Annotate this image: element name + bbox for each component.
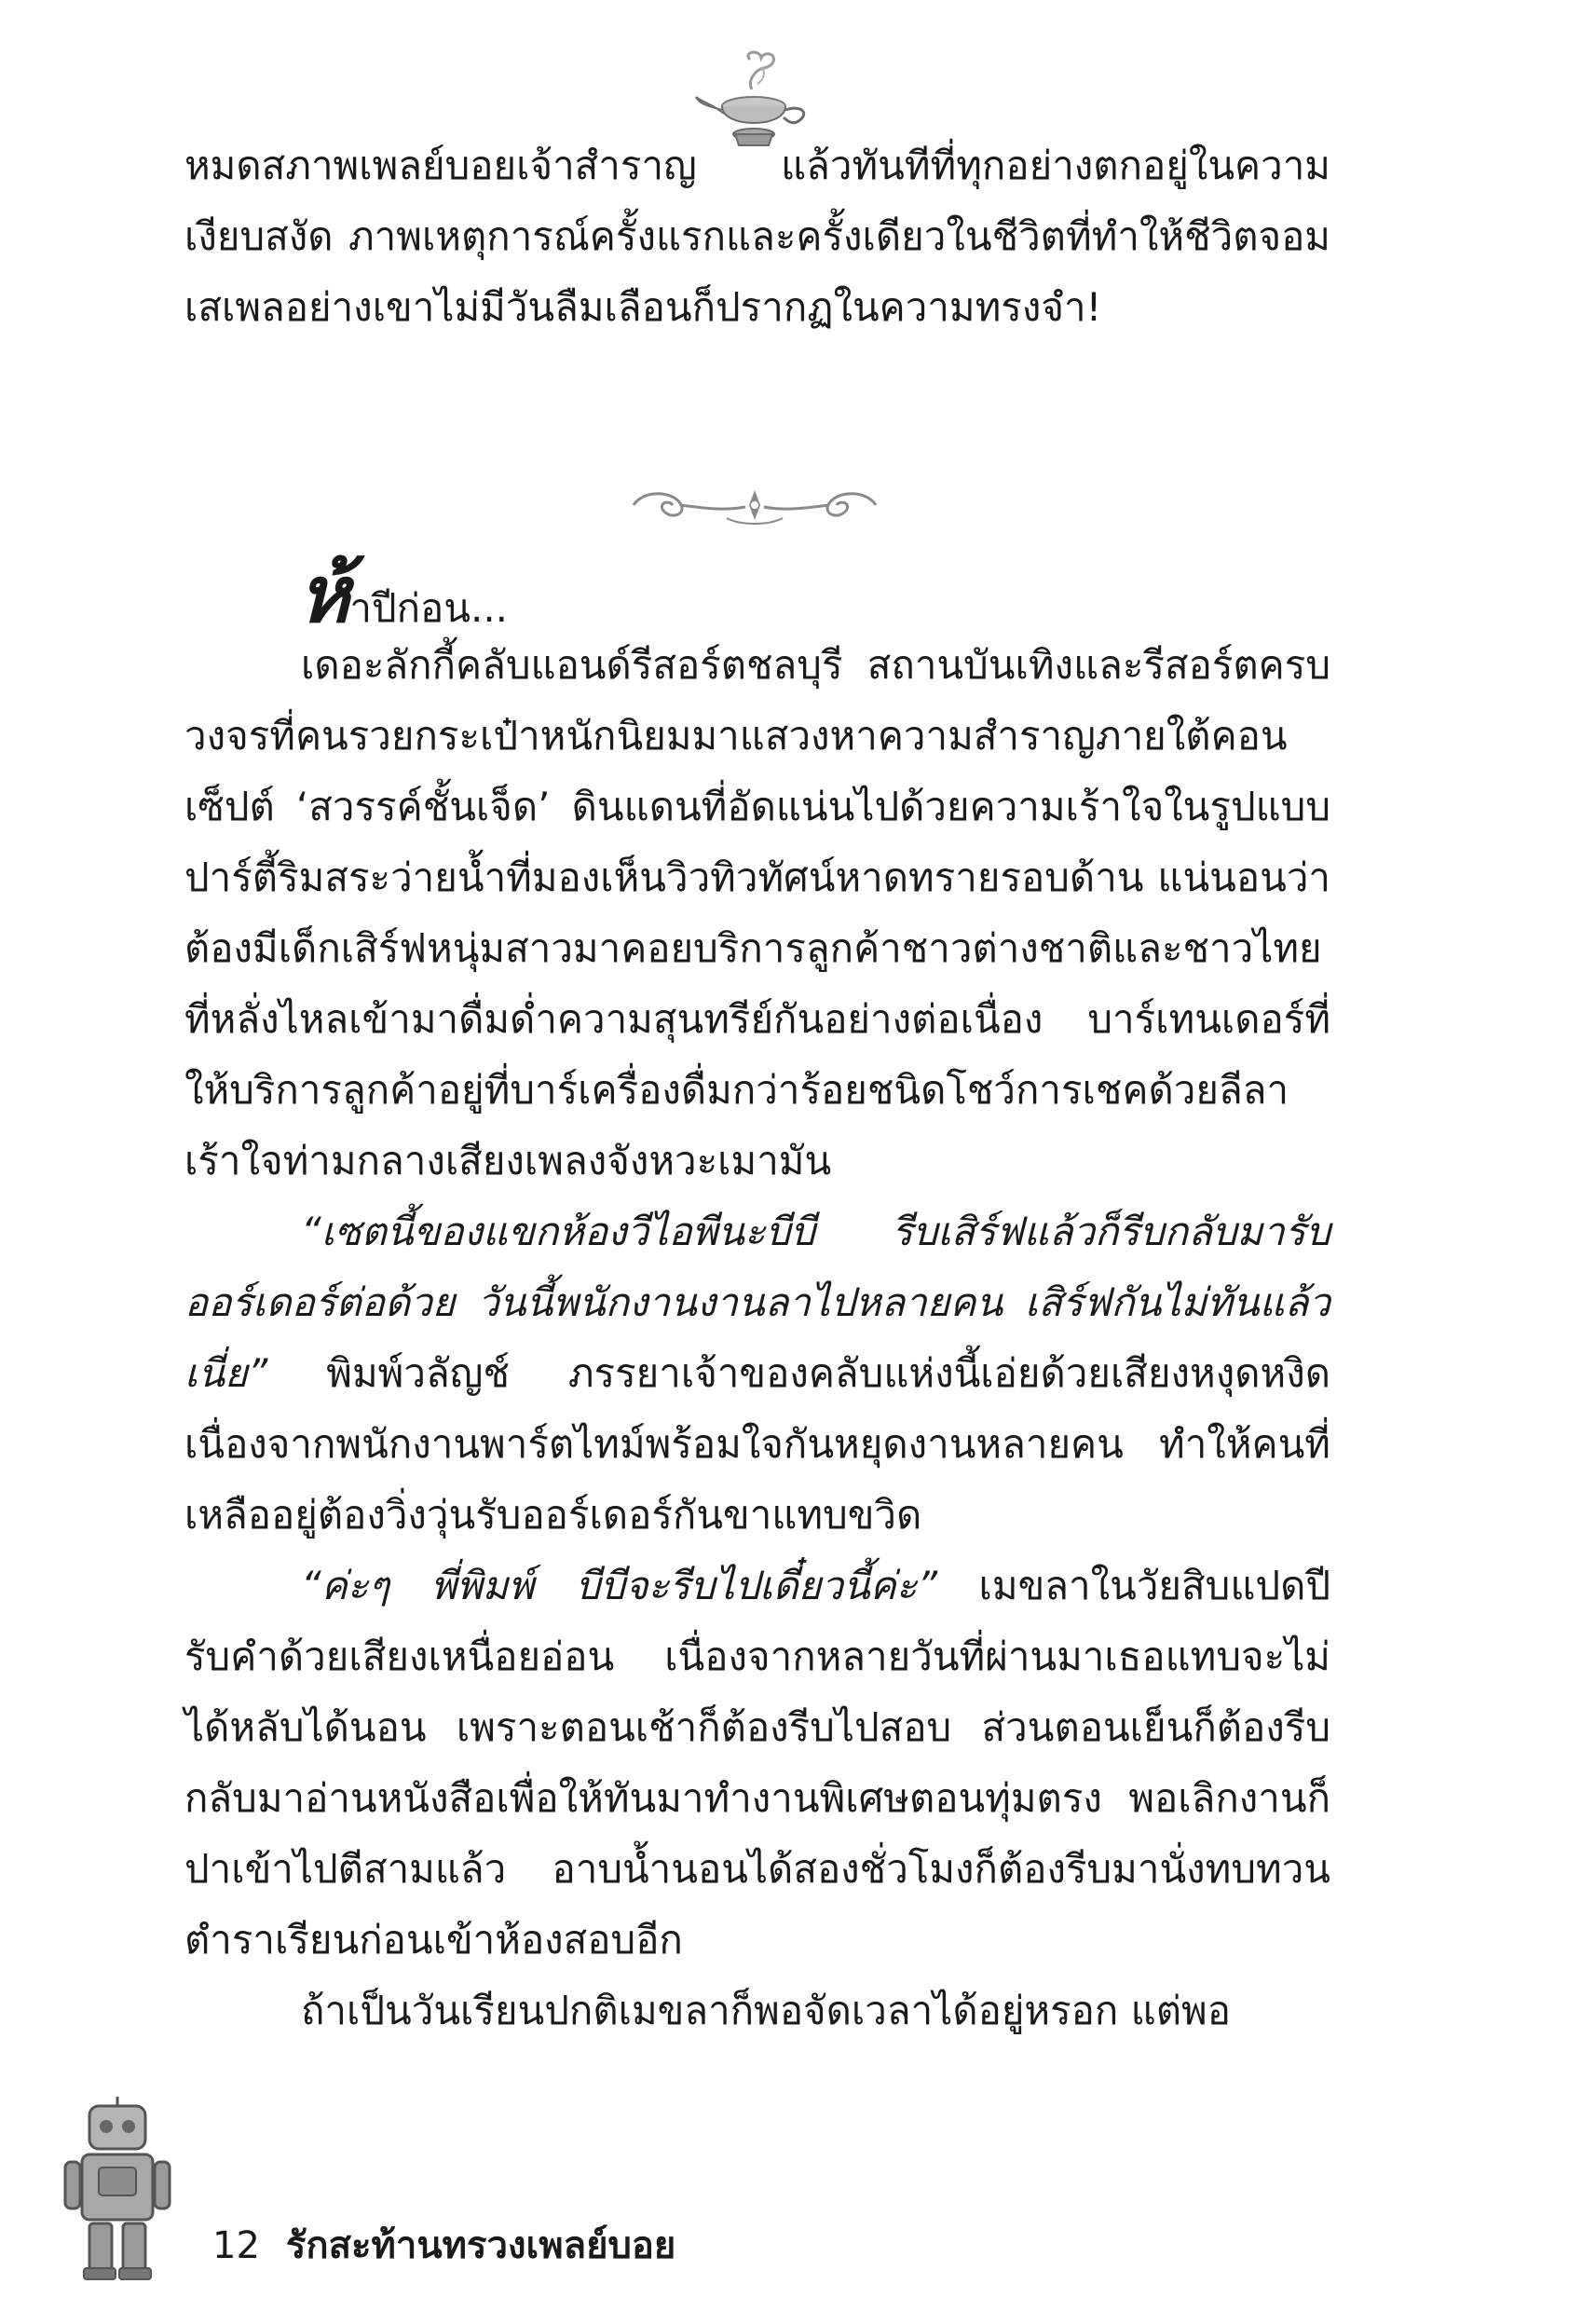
- paragraph-text: เมขลาในวัยสิบแปดปีรับคำด้วยเสียงเหนื่อยอ่อน เนื่องจากหลายวันที่ผ่านมาเธอแทบจะไม่ได้หลับได้นอน เพราะตอนเช้าก็ต้องรีบไปสอบ ส่วนตอนเย็นก็ต้องรีบกลับมาอ่านหนังสือเพื่อให้ทันมาทำงานพิเศษตอนทุ่มตรง พอเลิกงานก็ปาเข้าไปตีสามแล้ว อาบน้ำนอนได้สองชั่วโมงก็ต้องรีบมานั่งทบทวนตำราเรียนก่อนเข้าห้องสอบอีก: [184, 1563, 1331, 1962]
- paragraph-text: เดอะลักกี้คลับแอนด์รีสอร์ตชลบุรี สถานบันเทิงและรีสอร์ตครบวงจรที่คนรวยกระเป๋าหนักนิยมมาแสวงหาความสำราญภายใต้คอนเซ็ปต์ ‘สวรรค์ชั้นเจ็ด’ ดินแดนที่อัดแน่นไปด้วยความเร้าใจในรูปแบบปาร์ตี้ริมสระว่ายน้ำที่มองเห็นวิวทิวทัศน์หาดทรายรอบด้าน แน่นอนว่าต้องมีเด็กเสิร์ฟหนุ่มสาวมาคอยบริการลูกค้าชาวต่างชาติและชาวไทยที่หลั่งไหลเข้ามาดื่มด่ำความสุนทรีย์กันอย่างต่อเนื่อง บาร์เทนเดอร์ที่ให้บริการลูกค้าอยู่ที่บาร์เครื่องดื่มกว่าร้อยชนิดโชว์การเชคด้วยลีลาเร้าใจท่ามกลางเสียงเพลงจังหวะเมามัน: [184, 642, 1330, 1183]
- paragraph: [184, 630, 1330, 1197]
- drop-cap: ห้: [298, 549, 350, 640]
- page-footer: [212, 2218, 675, 2274]
- body-text: [184, 630, 1330, 2046]
- paragraph-text: พิมพ์วลัญช์ ภรรยาเจ้าของคลับแห่งนี้เอ่ยด้วยเสียงหงุดหงิด เนื่องจากพนักงานพาร์ตไทม์พร้อมใจกันหยุดงานหลายคน ทำให้คนที่เหลืออยู่ต้องวิ่งวุ่นรับออร์เดอร์กันขาแทบขวิด: [184, 1350, 1330, 1538]
- paragraph-text: หมดสภาพเพลย์บอยเจ้าสำราญ แล้วทันทีที่ทุกอย่างตกอยู่ในความเงียบสงัด ภาพเหตุการณ์ครั้งแรกและครั้งเดียวในชีวิตที่ทำให้ชีวิตจอมเสเพลอย่างเขาไม่มีวันลืมเลือนก็ปรากฏในความทรงจำ!: [184, 143, 1330, 330]
- robot-icon: [61, 2097, 173, 2283]
- paragraph: [184, 1551, 1330, 1976]
- running-title: รักสะท้านทรวงเพลย์บอย: [285, 2224, 676, 2267]
- paragraph: [184, 1197, 1330, 1551]
- flourish-divider-icon: [615, 477, 894, 533]
- chapter-opening-text: าปีก่อน...: [349, 585, 509, 631]
- paragraph-text: ถ้าเป็นวันเรียนปกติเมขลาก็พอจัดเวลาได้อยู่หรอก แต่พอ: [301, 1988, 1231, 2033]
- paragraph: [184, 1976, 1330, 2046]
- dialogue-text: “เซตนี้ของแขกห้องวีไอพีนะบีบี รีบเสิร์ฟแล้วก็รีบกลับมารับออร์เดอร์ต่อด้วย วันนี้พนักงานงานลาไปหลายคน เสิร์ฟกันไม่ทันแล้วเนี่ย”: [184, 1209, 1330, 1396]
- top-paragraph: [184, 130, 1330, 343]
- dialogue-text: “ค่ะๆ พี่พิมพ์ บีบีจะรีบไปเดี๋ยวนี้ค่ะ”: [301, 1563, 938, 1608]
- page-number: 12: [212, 2224, 260, 2267]
